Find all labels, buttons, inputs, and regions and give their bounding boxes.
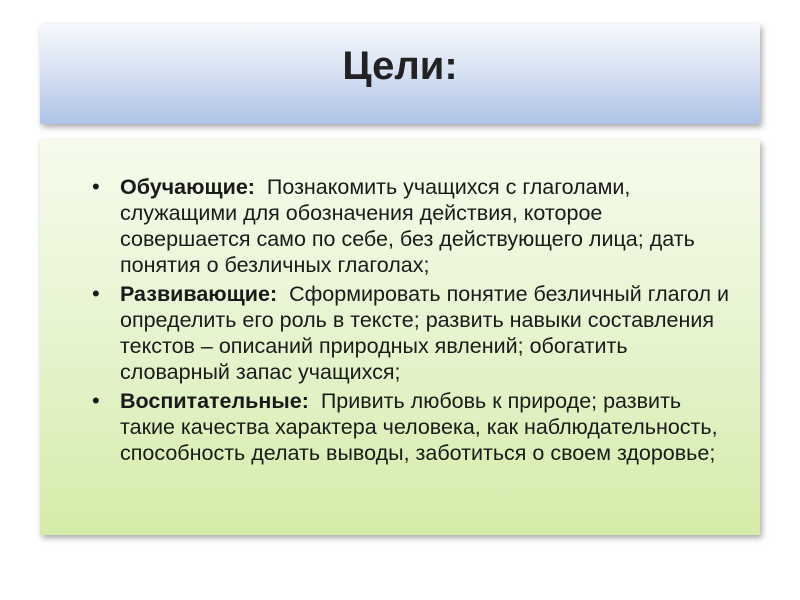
goal-text: Сформировать понятие безличный глагол и определить его роль в тексте; развить навыки составления текстов – описаний природных явлений; обогатить словарный запас учащихся; bbox=[120, 282, 729, 384]
goal-item-educational bbox=[76, 388, 736, 466]
slide-title: Цели: bbox=[342, 44, 458, 88]
bullet-icon: • bbox=[92, 174, 100, 199]
goal-item-developing bbox=[76, 281, 736, 385]
content-box bbox=[40, 140, 760, 535]
bullet-icon: • bbox=[92, 281, 100, 306]
goal-label: Обучающие: bbox=[120, 175, 255, 199]
goals-list bbox=[40, 140, 760, 466]
goal-text: Привить любовь к природе; развить такие качества характера человека, как наблюдательность, способность делать выводы, заботиться о своем здоровье; bbox=[120, 389, 718, 465]
goal-label: Развивающие: bbox=[120, 282, 278, 306]
title-box bbox=[40, 24, 760, 124]
bullet-icon: • bbox=[92, 388, 100, 413]
goal-text: Познакомить учащихся с глаголами, служащими для обозначения действия, которое совершается само по себе, без действующего лица; дать понятия о безличных глаголах; bbox=[120, 175, 695, 277]
goal-label: Воспитательные: bbox=[120, 389, 309, 413]
goal-item-teaching bbox=[76, 174, 736, 278]
